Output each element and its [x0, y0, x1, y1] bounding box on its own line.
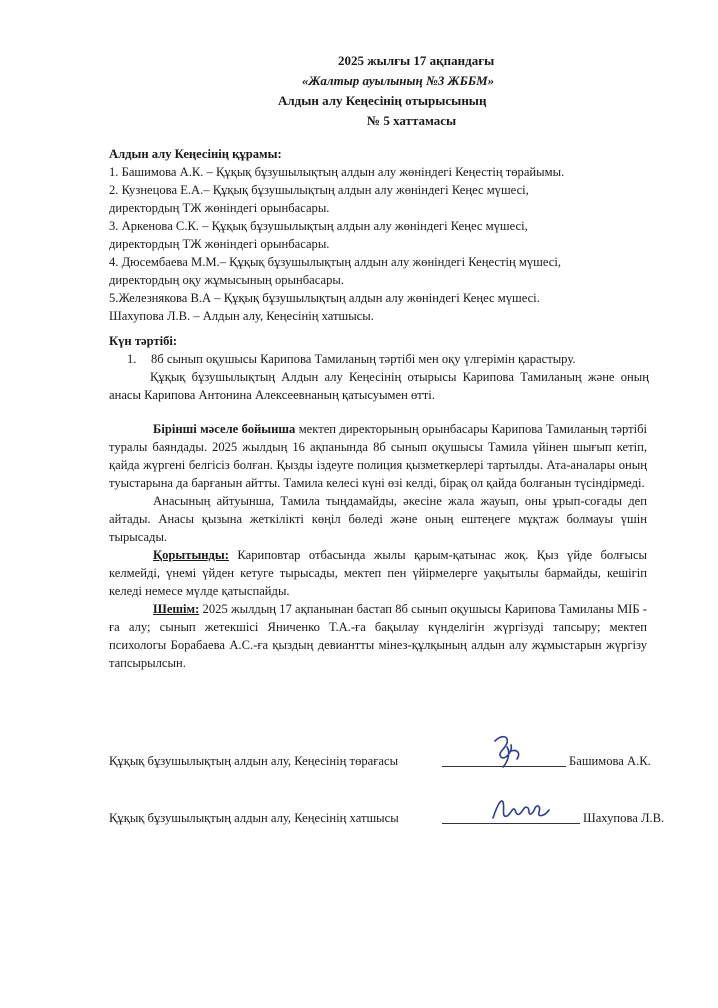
- header-date: 2025 жылғы 17 ақпандағы: [338, 53, 495, 68]
- paragraph-first-issue: [109, 420, 647, 492]
- member-line: Шахупова Л.В. – Алдын алу, Кеңесінің хатшысы.: [109, 309, 374, 323]
- discussion: [109, 420, 647, 672]
- signature-row-chair: [109, 735, 679, 775]
- member-line: 4. Дюсембаева М.М.– Құқық бұзушылықтың алдын алу жөніндегі Кеңестің мүшесі,: [109, 255, 561, 269]
- decision-text: 2025 жылдың 17 ақпанынан бастап 8б сынып оқушысы Карипова Тамиланы МІБ - ға алу; сынып жетекшісі Яниченко Т.А.-ға бақылау күнделігін жүргізуді тапсыру; мектеп психологы Борабаева А.С.-ға қыздың девиантты мінез-құлқының алдын алу жұмыстарын жүргізу тапсырылсын.: [109, 602, 647, 670]
- mother-statement-text: Анасының айтуынша, Тамила тыңдамайды, әкесіне жала жауып, оны ұрып-соғады деп айтады. Анасы қызына жеткілікті көңіл бөледі және оның ештеңеге мұқтаж болмауы үшін тырысады.: [109, 494, 647, 544]
- member-line: 2. Кузнецова Е.А.– Құқық бұзушылықтың алдын алу жөніндегі Кеңес мүшесі,: [109, 183, 529, 197]
- agenda-item-number: 1.: [127, 352, 137, 366]
- agenda-item: [109, 350, 649, 368]
- conclusion-lead: Қорытынды:: [153, 548, 229, 562]
- signature-name: Шахупова Л.В.: [583, 811, 665, 825]
- signature-row-secretary: [109, 792, 679, 832]
- member-line: директордың оқу жұмысының орынбасары.: [109, 273, 344, 287]
- first-issue-lead: Бірінші мәселе бойынша: [153, 422, 296, 436]
- signature-image: [487, 731, 531, 769]
- paragraph-conclusion: [109, 546, 647, 600]
- agenda: [109, 332, 649, 404]
- header-protocol-number: № 5 хаттамасы: [367, 113, 457, 128]
- council-composition: [109, 145, 649, 325]
- member-line: 5.Железнякова В.А – Құқық бұзушылықтың алдын алу жөніндегі Кеңес мүшесі.: [109, 291, 540, 305]
- agenda-note: Құқық бұзушылықтың Алдын алу Кеңесінің отырысы Карипова Тамиланың және оның анасы Карипова Антонина Алексеевнаның қатысуымен өтті.: [109, 370, 649, 402]
- member-line: 3. Аркенова С.К. – Құқық бұзушылықтың алдын алу жөніндегі Кеңес мүшесі,: [109, 219, 528, 233]
- paragraph-mother-statement: [109, 492, 647, 546]
- agenda-heading: Күн тәртібі:: [109, 334, 178, 348]
- paragraph-decision: [109, 600, 647, 672]
- member-line: директордың ТЖ жөніндегі орынбасары.: [109, 237, 330, 251]
- conclusion-text: Кариповтар отбасында жылы қарым-қатынас жоқ. Қыз үйде болғысы келмейді, үнемі үйден кетуге тырысады, мектеп пен үйірмелерге уақытылы бармайды, кешігіп келеді немесе мүлде қатыспайды.: [109, 548, 647, 598]
- signature-name: Башимова А.К.: [569, 754, 651, 768]
- composition-heading: Алдын алу Кеңесінің құрамы:: [109, 147, 282, 161]
- first-issue-text: мектеп директорының орынбасары Карипова Тамиланың тәртібі туралы баяндады. 2025 жылдың 16 ақпанында 8б сынып оқушысы Тамила үйінен шығып кетіп, қайда жүргені белгісіз болған. Қызды іздеуге полиция қызметкерлері тартылды. Ата-аналары оның туыстарына да барғанын айтты. Тамила келесі күні өзі келді, бірақ ол қайда болғанын түсіндірмеді.: [109, 422, 647, 490]
- signature-role: Құқық бұзушылықтың алдын алу, Кеңесінің төрағасы: [109, 754, 399, 768]
- member-line: директордың ТЖ жөніндегі орынбасары.: [109, 201, 330, 215]
- header-school: «Жалтыр ауылының №3 ЖББМ»: [302, 73, 495, 88]
- member-line: 1. Башимова А.К. – Құқық бұзушылықтың алдын алу жөніндегі Кеңестің төрайымы.: [109, 165, 565, 179]
- agenda-item-text: 8б сынып оқушысы Карипова Тамиланың тәртібі мен оқу үлгерімін қарастыру.: [151, 352, 576, 366]
- decision-lead: Шешім:: [153, 602, 200, 616]
- signature-image: [489, 792, 553, 826]
- signature-role: Құқық бұзушылықтың алдын алу, Кеңесінің хатшысы: [109, 811, 399, 825]
- header-council: Алдын алу Кеңесінің отырысының: [278, 93, 487, 108]
